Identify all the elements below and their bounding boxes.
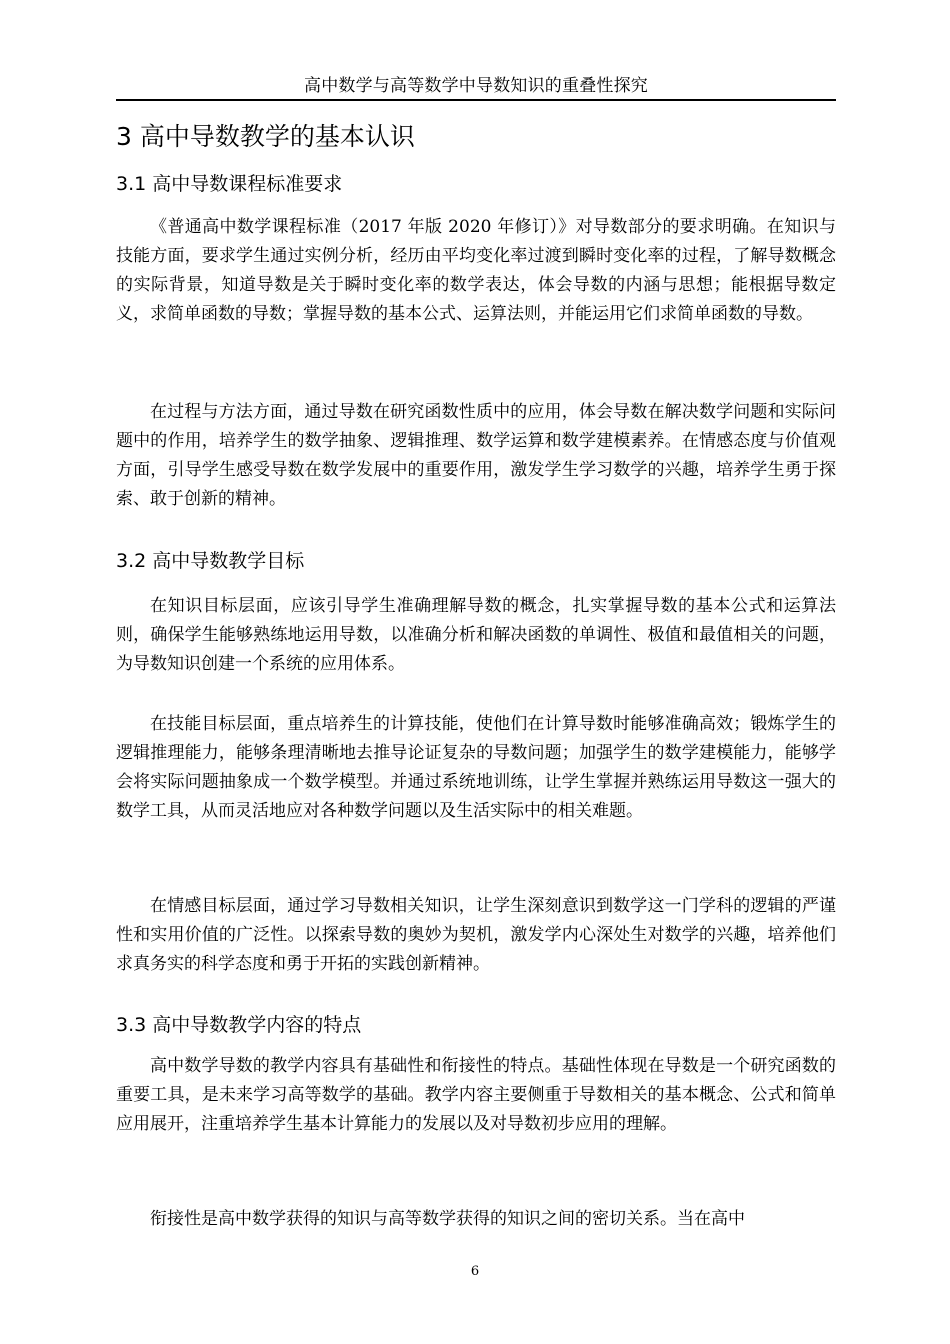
running-header: 高中数学与高等数学中导数知识的重叠性探究 xyxy=(304,76,648,96)
paragraph: 在知识目标层面，应该引导学生准确理解导数的概念，扎实掌握导数的基本公式和运算法则，确保学生能够熟练地运用导数，以准确分析和解决函数的单调性、极值和最值相关的问题，为导数知识创建一个系统的应用体系。 xyxy=(116,596,836,674)
page-number: 6 xyxy=(470,1264,480,1279)
section-heading-3-2: 3.2 高中导数教学目标 xyxy=(116,550,305,572)
paragraph: 在过程与方法方面，通过导数在研究函数性质中的应用，体会导数在解决数学问题和实际问题中的作用，培养学生的数学抽象、逻辑推理、数学运算和数学建模素养。在情感态度与价值观方面，引导学生感受导数在数学发展中的重要作用，激发学生学习数学的兴趣，培养学生勇于探索、敢于创新的精神。 xyxy=(116,402,836,509)
paragraph: 在技能目标层面，重点培养生的计算技能，使他们在计算导数时能够准确高效；锻炼学生的逻辑推理能力，能够条理清晰地去推导论证复杂的导数问题；加强学生的数学建模能力，能够学会将实际问题抽象成一个数学模型。并通过系统地训练，让学生掌握并熟练运用导数这一强大的数学工具，从而灵活地应对各种数学问题以及生活实际中的相关难题。 xyxy=(116,714,836,821)
paragraph: 在情感目标层面，通过学习导数相关知识，让学生深刻意识到数学这一门学科的逻辑的严谨性和实用价值的广泛性。以探索导数的奥妙为契机，激发学内心深处生对数学的兴趣，培养他们求真务实的科学态度和勇于开拓的实践创新精神。 xyxy=(116,896,836,974)
paragraph: 高中数学导数的教学内容具有基础性和衔接性的特点。基础性体现在导数是一个研究函数的重要工具，是未来学习高等数学的基础。教学内容主要侧重于导数相关的基本概念、公式和简单应用展开，注重培养学生基本计算能力的发展以及对导数初步应用的理解。 xyxy=(116,1056,836,1134)
paragraph: 《普通高中数学课程标准（2017 年版 2020 年修订）》对导数部分的要求明确。在知识与技能方面，要求学生通过实例分析，经历由平均变化率过渡到瞬时变化率的过程，了解导数概念的实际背景，知道导数是关于瞬时变化率的数学表达，体会导数的内涵与思想；能根据导数定义，求简单函数的导数；掌握导数的基本公式、运算法则，并能运用它们求简单函数的导数。 xyxy=(116,217,836,324)
chapter-heading: 3 高中导数教学的基本认识 xyxy=(116,122,415,151)
section-heading-3-3: 3.3 高中导数教学内容的特点 xyxy=(116,1014,362,1036)
header-rule xyxy=(116,99,836,101)
section-heading-3-1: 3.1 高中导数课程标准要求 xyxy=(116,173,343,195)
paragraph: 衔接性是高中数学获得的知识与高等数学获得的知识之间的密切关系。当在高中 xyxy=(150,1209,745,1229)
